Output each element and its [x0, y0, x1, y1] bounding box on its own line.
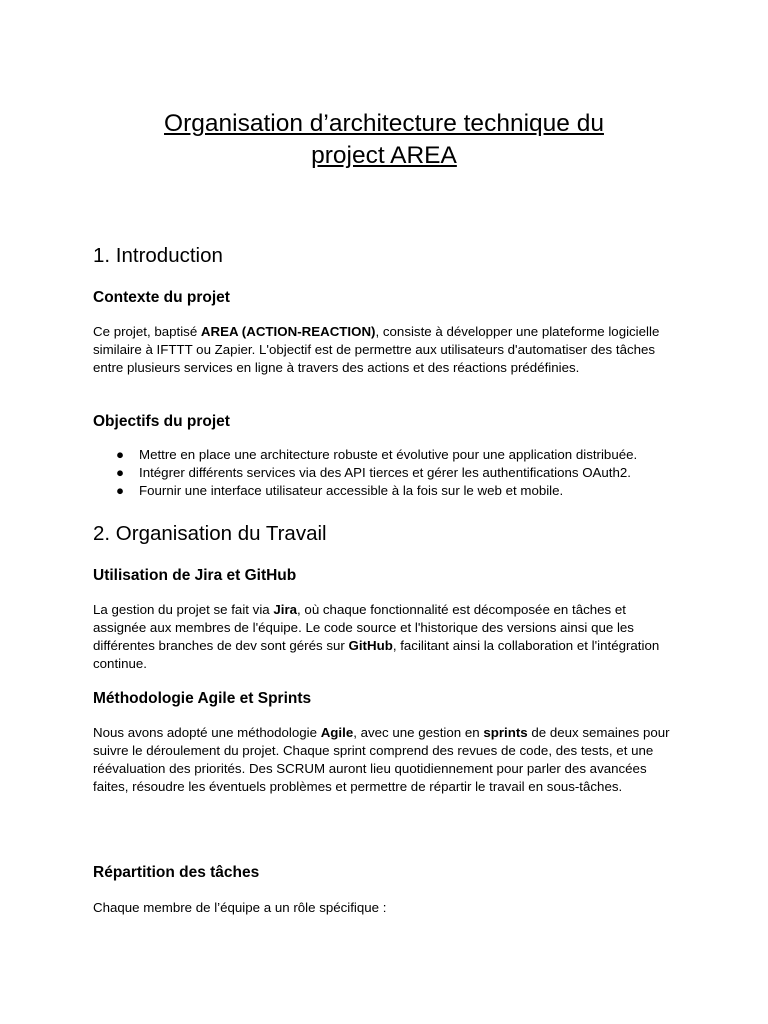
bold-agile: Agile [320, 725, 354, 740]
bullet-icon: ● [116, 465, 125, 481]
paragraph-repartition: Chaque membre de l’équipe a un rôle spécifique : [93, 900, 387, 915]
list-item-text: Fournir une interface utilisateur accessible à la fois sur le web et mobile. [139, 483, 564, 499]
text-run: de deux semaines pour suivre le déroulement du projet. Chaque sprint comprend des revues de code, des tests, et une réévaluation des priorités. Des SCRUM auront lieu quotidiennement pour parler des avancées faites, résoudre les éventuels problèmes et permettre de répartir le travail en sous-tâches. [93, 725, 670, 794]
bold-github: GitHub [348, 638, 393, 653]
bullet-icon: ● [116, 483, 125, 499]
section-heading-organisation: 2. Organisation du Travail [93, 522, 327, 545]
list-item-text: Mettre en place une architecture robuste et évolutive pour une application distribuée. [139, 447, 638, 462]
list-item [93, 464, 693, 482]
subheading-contexte: Contexte du projet [93, 289, 230, 306]
paragraph-agile [93, 724, 678, 796]
list-item-text: Intégrer différents services via des API tierces et gérer les authentifications OAuth2. [139, 465, 631, 481]
text-run: , avec une gestion en [353, 725, 484, 740]
bold-area-name: AREA (ACTION-REACTION) [200, 324, 376, 339]
subheading-jira-github: Utilisation de Jira et GitHub [93, 567, 297, 584]
bold-jira: Jira [273, 602, 298, 617]
text-run: Ce projet, baptisé [93, 324, 201, 339]
text-run: , consiste à développer une plateforme logicielle similaire à IFTTT ou Zapier. L'objectif est de permettre aux utilisateurs d'automatiser des tâches entre plusieurs services en ligne à travers des actions et des réactions prédéfinies. [93, 324, 660, 375]
bullet-icon: ● [116, 447, 125, 462]
subheading-objectifs: Objectifs du projet [93, 413, 230, 430]
text-run: La gestion du projet se fait via [93, 602, 274, 617]
text-run: , facilitant ainsi la collaboration et l'intégration continue. [93, 638, 660, 671]
title-line-1: Organisation d’architecture technique du [164, 110, 604, 137]
document-title [100, 108, 668, 172]
paragraph-contexte [93, 323, 678, 377]
text-run: Nous avons adopté une méthodologie [93, 725, 321, 740]
text-run: , où chaque fonctionnalité est décomposée en tâches et assignée aux membres de l'équipe. Le code source et l'historique des versions ainsi que les différentes branches de dev sont gérés sur [93, 602, 634, 653]
title-line-2: project AREA [311, 142, 457, 169]
list-item [93, 446, 693, 464]
bold-sprints: sprints [483, 725, 528, 740]
objectives-list [93, 446, 693, 501]
subheading-repartition: Répartition des tâches [93, 864, 260, 881]
subheading-agile: Méthodologie Agile et Sprints [93, 690, 312, 707]
list-item [93, 482, 693, 500]
paragraph-jira-github [93, 601, 678, 673]
section-heading-introduction: 1. Introduction [93, 244, 223, 267]
